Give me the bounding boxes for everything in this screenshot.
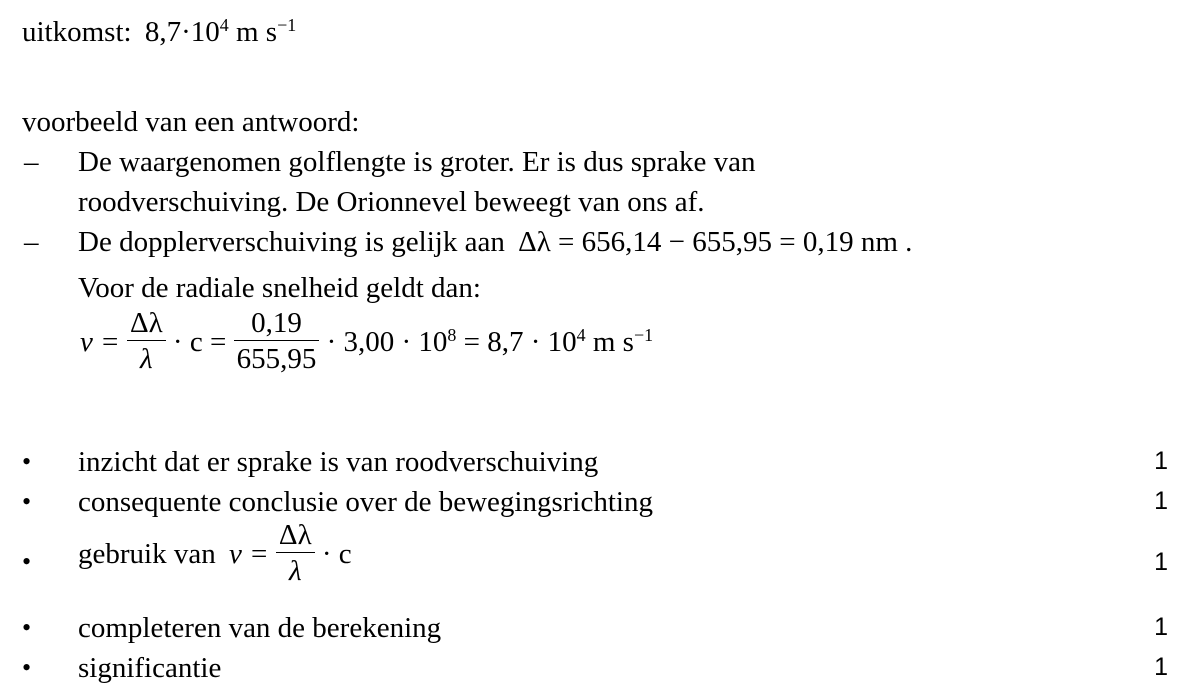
formula-frac1-num: Δλ (127, 309, 166, 341)
formula-unit-exp: −1 (633, 325, 654, 346)
outcome-unit-exp: −1 (277, 15, 297, 36)
dash-marker-1: – (24, 146, 39, 178)
formula-frac2-den: 655,95 (236, 343, 317, 376)
scoring-item-3-den: λ (289, 555, 302, 588)
scoring-item-4: completeren van de berekening (78, 612, 442, 644)
scoring-item-5: significantie (78, 652, 222, 684)
formula-v-eq: v = (80, 326, 120, 359)
scoring-bullet-2: • (22, 487, 32, 516)
point-1-line-1: De waargenomen golflengte is groter. Er is dus sprake van (78, 146, 756, 178)
formula-fraction-1 (127, 309, 166, 374)
scoring-item-3-tail: · c (321, 538, 352, 571)
scoring-bullet-5: • (22, 653, 32, 682)
scoring-bullet-3: • (22, 547, 32, 576)
formula-frac2-num: 0,19 (234, 309, 320, 341)
scoring-item-3-num: Δλ (276, 521, 315, 553)
formula-exp8: 8 (447, 325, 457, 346)
scoring-item-3-text: gebruik van (78, 538, 216, 571)
scoring-bullet-4: • (22, 613, 32, 642)
point-2-line-2: Voor de radiale snelheid geldt dan: (78, 272, 481, 304)
velocity-formula (80, 307, 654, 377)
formula-times-c: · c = (172, 326, 227, 359)
formula-times: · 3,00 · 10 (326, 326, 448, 359)
dash-marker-2: – (24, 226, 39, 258)
point-2-formula: Δλ = 656,14 − 655,95 = 0,19 nm . (518, 226, 913, 258)
scoring-points-3: 1 (1154, 548, 1168, 576)
outcome-exp: 4 (219, 15, 229, 36)
scoring-points-1: 1 (1154, 447, 1168, 475)
example-heading: voorbeeld van een antwoord: (22, 106, 360, 138)
formula-fraction-2 (234, 309, 320, 374)
formula-frac1-den: λ (140, 343, 153, 376)
point-1-line-2: roodverschuiving. De Orionnevel beweegt van ons af. (78, 186, 705, 218)
outcome-label: uitkomst: (22, 16, 132, 48)
outcome-base: 10 (190, 16, 220, 48)
scoring-item-1: inzicht dat er sprake is van roodverschuiving (78, 446, 599, 478)
point-2-text: De dopplerverschuiving is gelijk aan (78, 226, 505, 258)
scoring-bullet-1: • (22, 447, 32, 476)
scoring-points-2: 1 (1154, 487, 1168, 515)
scoring-item-3-fraction (276, 521, 315, 586)
outcome-line (22, 15, 297, 48)
outcome-mantissa: 8,7 (144, 16, 182, 48)
scoring-item-3 (78, 519, 352, 589)
outcome-dot: · (181, 16, 191, 48)
formula-unit: m s (592, 326, 634, 359)
scoring-item-3-v: v = (228, 538, 269, 571)
scoring-points-5: 1 (1154, 653, 1168, 681)
scoring-item-2: consequente conclusie over de bewegingsrichting (78, 486, 653, 518)
formula-exp4: 4 (576, 325, 586, 346)
outcome-unit: m s (235, 16, 278, 48)
scoring-points-4: 1 (1154, 613, 1168, 641)
formula-result: = 8,7 · 10 (463, 326, 577, 359)
point-2-line-1 (78, 228, 912, 257)
